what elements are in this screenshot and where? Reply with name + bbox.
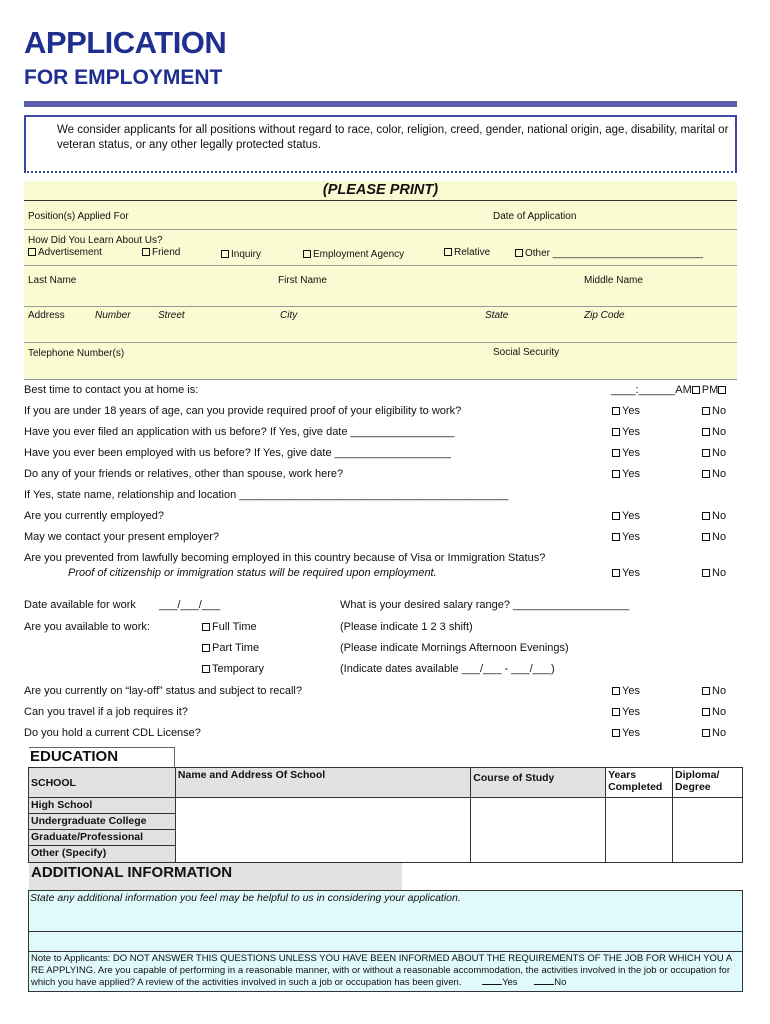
question-layoff: Are you currently on “lay-off” status and subject to recall? (24, 685, 302, 697)
question-travel: Can you travel if a job requires it? (24, 706, 188, 718)
checkbox-icon (612, 470, 620, 478)
checkbox-icon (612, 449, 620, 457)
date-available-field[interactable]: ___/___/___ (159, 599, 221, 611)
middle-name-label: Middle Name (584, 275, 643, 286)
no-label: No (712, 727, 727, 739)
yes-label: Yes (622, 531, 640, 543)
checkbox-icon (702, 729, 710, 737)
travel-no[interactable] (702, 706, 726, 718)
applicant-note-text: Note to Applicants: DO NOT ANSWER THIS QUESTIONS UNLESS YOU HAVE BEEN INFORMED ABOUT THE REQUIREMENTS OF THE JOB FOR WHICH YOU A RE APPLYING. Are you capable of performing in a reasonable manner, with or without a reasonable accommodation, the activities involved in the job or occupation for which you have applied? A review of the activities involved in such a job or occupation has been given. (31, 953, 732, 988)
no-label: No (712, 685, 727, 697)
prevented-yes[interactable] (612, 567, 640, 579)
city-label: City (280, 310, 298, 321)
how-learn-row (24, 230, 737, 266)
table-row[interactable] (29, 798, 743, 814)
name-address-cell[interactable] (175, 798, 470, 863)
education-heading: EDUCATION (29, 747, 175, 767)
equal-opportunity-statement (24, 115, 737, 173)
row-undergraduate: Undergraduate College (29, 814, 176, 830)
yes-label: Yes (622, 567, 640, 579)
additional-info-divider (28, 931, 743, 932)
col-years: Years Completed (606, 768, 673, 798)
years-cell[interactable] (606, 798, 673, 863)
checkbox-icon (612, 729, 620, 737)
dates-note: (Indicate dates available ___/___ - ___/___) (340, 663, 555, 675)
checkbox-icon (702, 687, 710, 695)
option-label: Employment Agency (313, 249, 405, 260)
last-name-label: Last Name (28, 275, 77, 286)
checkbox-icon (612, 687, 620, 695)
number-label: Number (95, 310, 131, 321)
under18-yes[interactable] (612, 405, 640, 417)
telephone-label: Telephone Number(s) (28, 348, 125, 359)
no-label: No (712, 405, 727, 417)
yes-label: Yes (622, 468, 640, 480)
position-label: Position(s) Applied For (28, 211, 129, 222)
diploma-cell[interactable] (673, 798, 743, 863)
address-label: Address (28, 310, 65, 321)
option-agency[interactable] (303, 249, 404, 260)
yes-label: Yes (622, 510, 640, 522)
am-checkbox-icon[interactable] (692, 386, 700, 394)
ssn-label: Social Security (493, 347, 560, 358)
yes-label: Yes (622, 405, 640, 417)
temporary-option[interactable] (202, 663, 264, 675)
checkbox-icon (28, 248, 36, 256)
option-label: Part Time (212, 642, 260, 654)
best-time-blank: ____:______ (611, 384, 676, 396)
additional-info-prompt: State any additional information you feel may be helpful to us in considering your application. (30, 892, 461, 904)
option-label: Full Time (212, 621, 257, 633)
cdl-yes[interactable] (612, 727, 640, 739)
salary-range-field[interactable]: What is your desired salary range? ___________________ (340, 599, 630, 611)
available-to-work-label: Are you available to work: (24, 621, 150, 633)
best-time-label: Best time to contact you at home is: (24, 384, 199, 396)
no-label: No (712, 447, 727, 459)
checkbox-icon (303, 250, 311, 258)
checkbox-icon (702, 470, 710, 478)
pm-checkbox-icon[interactable] (718, 386, 726, 394)
contact-employer-no[interactable] (702, 531, 726, 543)
checkbox-icon (202, 665, 210, 673)
no-label: No (554, 977, 567, 988)
question-filed: Have you ever filed an application with us before? If Yes, give date _________________ (24, 426, 455, 438)
filed-no[interactable] (702, 426, 726, 438)
checkbox-icon (202, 644, 210, 652)
times-note: (Please indicate Mornings Afternoon Evenings) (340, 642, 569, 654)
checkbox-icon (515, 249, 523, 257)
note-yes[interactable] (482, 977, 518, 988)
am-label: AM (675, 384, 692, 396)
option-relative[interactable] (444, 247, 490, 258)
yes-label: Yes (622, 706, 640, 718)
checkbox-icon (702, 533, 710, 541)
note-no[interactable] (534, 977, 566, 988)
applicant-note (28, 952, 743, 992)
checkbox-icon (202, 623, 210, 631)
option-label: Temporary (212, 663, 264, 675)
checkbox-icon (142, 248, 150, 256)
row-other: Other (Specify) (29, 846, 176, 863)
checkbox-icon (702, 708, 710, 716)
no-label: No (712, 706, 727, 718)
proof-note: Proof of citizenship or immigration status will be required upon employment. (68, 567, 437, 579)
checkbox-icon (702, 449, 710, 457)
question-employed-before: Have you ever been employed with us before? If Yes, give date ___________________ (24, 447, 451, 459)
street-label: Street (158, 310, 185, 321)
shift-note: (Please indicate 1 2 3 shift) (340, 621, 473, 633)
checkbox-icon (702, 428, 710, 436)
under18-no[interactable] (702, 405, 726, 417)
filed-yes[interactable] (612, 426, 640, 438)
col-diploma: Diploma/ Degree (673, 768, 743, 798)
employed-before-yes[interactable] (612, 447, 640, 459)
no-label: No (712, 567, 727, 579)
contact-employer-yes[interactable] (612, 531, 640, 543)
checkbox-icon (612, 708, 620, 716)
best-time-field[interactable] (611, 384, 728, 396)
question-currently-employed: Are you currently employed? (24, 510, 165, 522)
question-under18: If you are under 18 years of age, can you provide required proof of your eligibility to work? (24, 405, 462, 417)
layoff-no[interactable] (702, 685, 726, 697)
row-graduate: Graduate/Professional (29, 830, 176, 846)
checkbox-icon (221, 250, 229, 258)
currently-employed-no[interactable] (702, 510, 726, 522)
address-row[interactable] (24, 307, 737, 343)
please-print-banner: (PLEASE PRINT) (24, 181, 737, 201)
relatives-yes[interactable] (612, 468, 640, 480)
full-time-option[interactable] (202, 621, 257, 633)
yes-label: Yes (622, 685, 640, 697)
name-row[interactable] (24, 266, 737, 307)
prevented-no[interactable] (702, 567, 726, 579)
date-of-application-label: Date of Application (493, 211, 577, 222)
statement-text: We consider applicants for all positions without regard to race, color, religion, creed, gender, national origin, age, disability, marital or veteran status, or any other legally protected status. (57, 124, 729, 151)
yes-label: Yes (502, 977, 518, 988)
first-name-label: First Name (278, 275, 327, 286)
travel-yes[interactable] (612, 706, 640, 718)
row-high-school: High School (29, 798, 176, 814)
option-label: Friend (152, 247, 181, 258)
form-subtitle: FOR EMPLOYMENT (24, 66, 223, 89)
option-advertisement[interactable] (28, 247, 102, 258)
employed-before-no[interactable] (702, 447, 726, 459)
pm-label: PM (701, 384, 719, 396)
yes-label: Yes (622, 727, 640, 739)
relatives-no[interactable] (702, 468, 726, 480)
title-rule (24, 101, 737, 107)
layoff-yes[interactable] (612, 685, 640, 697)
checkbox-icon (612, 569, 620, 577)
course-cell[interactable] (471, 798, 606, 863)
question-relatives: Do any of your friends or relatives, other than spouse, work here? (24, 468, 344, 480)
option-label: Other ___________________________ (525, 248, 703, 259)
currently-employed-yes[interactable] (612, 510, 640, 522)
state-label: State (485, 310, 509, 321)
how-learn-label: How Did You Learn About Us? (28, 235, 163, 246)
option-label: Advertisement (38, 247, 102, 258)
education-table (28, 767, 743, 863)
part-time-option[interactable] (202, 642, 259, 654)
checkbox-icon (702, 407, 710, 415)
question-cdl: Do you hold a current CDL License? (24, 727, 201, 739)
checkbox-icon (444, 248, 452, 256)
additional-info-heading: ADDITIONAL INFORMATION (29, 863, 402, 890)
no-label: No (712, 426, 727, 438)
no-label: No (712, 468, 727, 480)
col-name-address: Name and Address Of School (175, 768, 470, 798)
education-header-row (29, 768, 743, 798)
zip-label: Zip Code (584, 310, 625, 321)
checkbox-icon (612, 428, 620, 436)
col-school: SCHOOL (29, 768, 176, 798)
form-title: APPLICATION (24, 25, 227, 60)
checkbox-icon (702, 569, 710, 577)
col-course: Course of Study (471, 768, 606, 798)
question-prevented: Are you prevented from lawfully becoming employed in this country because of Visa or Immigration Status? (24, 552, 546, 564)
relatives-detail-field[interactable]: If Yes, state name, relationship and location ____________________________________________ (24, 489, 509, 501)
no-label: No (712, 531, 727, 543)
checkbox-icon (612, 512, 620, 520)
yes-label: Yes (622, 447, 640, 459)
option-label: Relative (454, 247, 491, 258)
option-inquiry[interactable] (221, 249, 261, 260)
checkbox-icon (612, 533, 620, 541)
telephone-row[interactable] (24, 343, 737, 380)
position-row[interactable] (24, 201, 737, 230)
no-label: No (712, 510, 727, 522)
option-label: Inquiry (231, 249, 262, 260)
cdl-no[interactable] (702, 727, 726, 739)
option-other[interactable] (515, 248, 703, 259)
date-available-label: Date available for work (24, 599, 136, 611)
checkbox-icon (612, 407, 620, 415)
question-contact-employer: May we contact your present employer? (24, 531, 220, 543)
yes-label: Yes (622, 426, 640, 438)
option-friend[interactable] (142, 247, 180, 258)
checkbox-icon (702, 512, 710, 520)
